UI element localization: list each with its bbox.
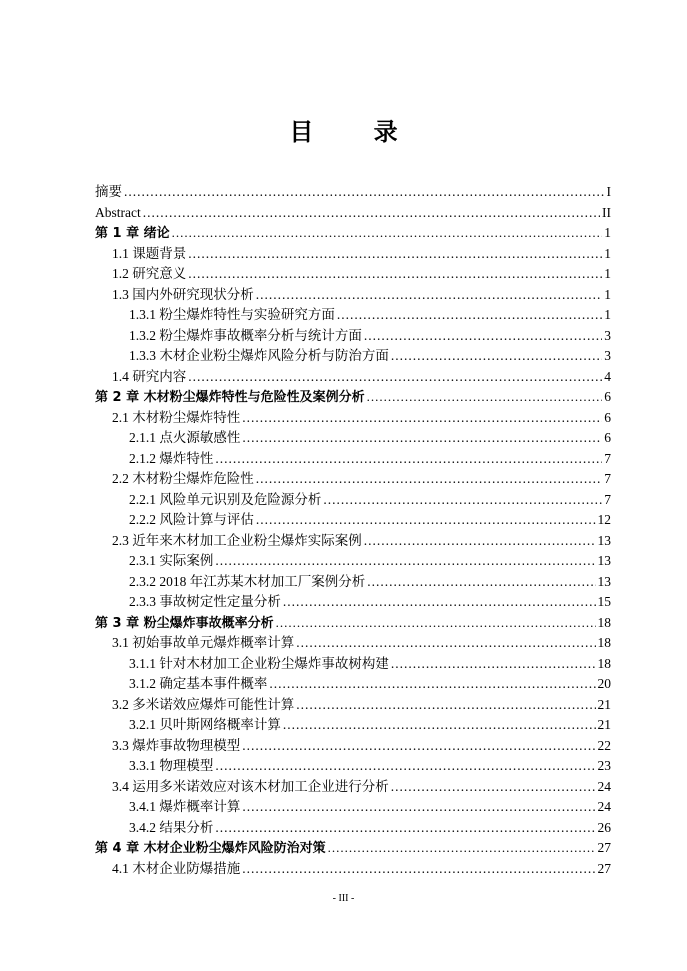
toc-dot-leader — [367, 387, 603, 408]
toc-entry-page-number: 18 — [597, 614, 611, 630]
toc-entry[interactable] — [95, 244, 611, 265]
toc-entry[interactable] — [95, 777, 611, 798]
toc-entry-page-number: 24 — [597, 799, 611, 814]
toc-entry-label: 2.1.2 爆炸特性 — [129, 450, 214, 466]
toc-dot-leader — [242, 859, 595, 880]
toc-entry-label: Abstract — [95, 204, 141, 220]
toc-dot-leader — [391, 777, 596, 798]
toc-entry-page-number: 1 — [604, 286, 611, 302]
toc-entry-page-number: 27 — [597, 840, 611, 855]
toc-entry-label: 2.1.1 点火源敏感性 — [129, 430, 241, 445]
toc-entry[interactable] — [95, 408, 611, 429]
toc-entry-page-number: 21 — [597, 696, 611, 712]
toc-dot-leader — [124, 182, 605, 203]
toc-entry-page-number: 15 — [597, 594, 611, 609]
toc-entry-label: 2.3.3 事故树定性定量分析 — [129, 594, 281, 609]
toc-dot-leader — [364, 326, 602, 347]
toc-entry[interactable] — [95, 613, 611, 634]
toc-entry-label: 摘要 — [95, 184, 122, 199]
toc-entry[interactable] — [95, 531, 611, 552]
toc-entry-label: 2.3.2 2018 年江苏某木材加工厂案例分析 — [129, 573, 366, 589]
toc-entry-label: 3.4.2 结果分析 — [129, 819, 214, 835]
toc-entry-page-number: 1 — [604, 245, 611, 261]
toc-dot-leader — [283, 592, 596, 613]
toc-dot-leader — [172, 223, 603, 244]
toc-entry-page-number: 1 — [604, 307, 611, 322]
toc-entry[interactable] — [95, 654, 611, 675]
toc-entry-page-number: 3 — [604, 327, 611, 343]
toc-entry[interactable] — [95, 510, 611, 531]
toc-entry-label: 第 3 章 粉尘爆炸事故概率分析 — [95, 615, 274, 631]
toc-entry-label: 1.1 课题背景 — [112, 245, 187, 261]
toc-entry-label: 第 1 章 绪论 — [95, 226, 170, 241]
toc-entry[interactable] — [95, 797, 611, 818]
toc-entry[interactable] — [95, 859, 611, 880]
toc-entry-page-number: 12 — [597, 512, 611, 527]
toc-dot-leader — [188, 367, 602, 388]
toc-entry-page-number: 7 — [604, 491, 611, 507]
toc-entry-label: 3.2 多米诺效应爆炸可能性计算 — [112, 696, 295, 712]
toc-entry[interactable] — [95, 264, 611, 285]
toc-entry-page-number: 22 — [597, 737, 611, 753]
toc-entry-page-number: 13 — [597, 573, 611, 589]
toc-dot-leader — [269, 674, 595, 695]
toc-entry[interactable] — [95, 387, 611, 408]
toc-dot-leader — [391, 654, 596, 675]
toc-entry[interactable] — [95, 428, 611, 449]
toc-entry-page-number: 20 — [597, 676, 611, 691]
toc-entry[interactable] — [95, 203, 611, 224]
toc-entry[interactable] — [95, 490, 611, 511]
toc-entry-page-number: II — [602, 204, 611, 220]
toc-entry[interactable] — [95, 756, 611, 777]
toc-entry-label: 2.1 木材粉尘爆炸特性 — [112, 409, 241, 425]
toc-dot-leader — [328, 838, 596, 859]
toc-entry-page-number: 6 — [604, 389, 611, 404]
toc-entry-label: 4.1 木材企业防爆措施 — [112, 860, 241, 876]
toc-dot-leader — [242, 797, 595, 818]
toc-entry[interactable] — [95, 326, 611, 347]
toc-entry-label: 第 2 章 木材粉尘爆炸特性与危险性及案例分析 — [95, 390, 365, 405]
toc-dot-leader — [337, 305, 602, 326]
toc-dot-leader — [143, 203, 600, 224]
toc-dot-leader — [276, 613, 596, 634]
toc-entry[interactable] — [95, 182, 611, 203]
toc-entry-label: 3.4.1 爆炸概率计算 — [129, 799, 241, 814]
toc-entry[interactable] — [95, 674, 611, 695]
toc-entry-page-number: 13 — [597, 532, 611, 548]
toc-entry-label: 3.4 运用多米诺效应对该木材加工企业进行分析 — [112, 778, 389, 794]
toc-dot-leader — [215, 449, 602, 470]
toc-entry-label: 1.3.3 木材企业粉尘爆炸风险分析与防治方面 — [129, 348, 389, 363]
toc-entry-label: 1.3.1 粉尘爆炸特性与实验研究方面 — [129, 307, 335, 322]
toc-dot-leader — [364, 531, 596, 552]
toc-entry[interactable] — [95, 818, 611, 839]
toc-entry[interactable] — [95, 346, 611, 367]
toc-dot-leader — [256, 510, 596, 531]
toc-entry-label: 3.3.1 物理模型 — [129, 758, 214, 773]
toc-entry[interactable] — [95, 592, 611, 613]
toc-entry-label: 3.3 爆炸事故物理模型 — [112, 737, 241, 753]
toc-entry-label: 1.3 国内外研究现状分析 — [112, 286, 254, 302]
toc-entry-page-number: I — [606, 184, 611, 199]
toc-entry-page-number: 1 — [604, 266, 611, 281]
toc-entry-page-number: 6 — [604, 430, 611, 445]
toc-entry[interactable] — [95, 449, 611, 470]
toc-entry[interactable] — [95, 838, 611, 859]
toc-entry-page-number: 7 — [604, 471, 611, 486]
toc-entry-page-number: 18 — [597, 655, 611, 671]
toc-dot-leader — [215, 551, 595, 572]
toc-entry[interactable] — [95, 285, 611, 306]
toc-entry-label: 2.2.2 风险计算与评估 — [129, 512, 254, 527]
toc-dot-leader — [323, 490, 602, 511]
toc-entry-label: 2.2.1 风险单元识别及危险源分析 — [129, 491, 322, 507]
toc-entry-page-number: 23 — [597, 758, 611, 773]
toc-dot-leader — [242, 736, 595, 757]
toc-dot-leader — [256, 469, 603, 490]
toc-entry[interactable] — [95, 715, 611, 736]
toc-entry-label: 1.3.2 粉尘爆炸事故概率分析与统计方面 — [129, 327, 362, 343]
toc-entry[interactable] — [95, 305, 611, 326]
toc-dot-leader — [242, 408, 602, 429]
page-number-footer: - III - — [332, 893, 355, 904]
page-title: 目 录 — [289, 118, 424, 146]
toc-entry-label: 3.1.1 针对木材加工企业粉尘爆炸事故树构建 — [129, 655, 389, 671]
toc-entry[interactable] — [95, 736, 611, 757]
toc-dot-leader — [296, 695, 595, 716]
toc-entry-page-number: 4 — [604, 368, 611, 384]
toc-dot-leader — [391, 346, 602, 367]
toc-dot-leader — [283, 715, 596, 736]
toc-entry-label: 第 4 章 木材企业粉尘爆炸风险防治对策 — [95, 841, 326, 856]
toc-dot-leader — [367, 572, 595, 593]
toc-entry-page-number: 26 — [597, 819, 611, 835]
toc-entry-page-number: 18 — [597, 635, 611, 650]
toc-entry-page-number: 21 — [597, 717, 611, 732]
toc-entry-page-number: 7 — [604, 450, 611, 466]
toc-entry[interactable] — [95, 695, 611, 716]
toc-entry[interactable] — [95, 633, 611, 654]
toc-entry-page-number: 27 — [597, 860, 611, 876]
toc-dot-leader — [256, 285, 603, 306]
toc-entry-label: 3.2.1 贝叶斯网络概率计算 — [129, 717, 281, 732]
toc-entry-label: 2.3 近年来木材加工企业粉尘爆炸实际案例 — [112, 532, 362, 548]
toc-dot-leader — [215, 818, 595, 839]
toc-entry-label: 2.3.1 实际案例 — [129, 553, 214, 568]
toc-entry-label: 3.1 初始事故单元爆炸概率计算 — [112, 635, 295, 650]
toc-entry-label: 3.1.2 确定基本事件概率 — [129, 676, 268, 691]
toc-entry[interactable] — [95, 223, 611, 244]
toc-entry[interactable] — [95, 367, 611, 388]
toc-dot-leader — [215, 756, 595, 777]
toc-entry[interactable] — [95, 572, 611, 593]
toc-entry-page-number: 1 — [604, 225, 611, 240]
toc-entry-page-number: 13 — [597, 553, 611, 568]
toc-dot-leader — [188, 244, 602, 265]
toc-entry-page-number: 6 — [604, 409, 611, 425]
toc-entry-page-number: 3 — [604, 348, 611, 363]
toc-entry-label: 1.4 研究内容 — [112, 368, 187, 384]
table-of-contents — [95, 182, 611, 879]
toc-entry[interactable] — [95, 469, 611, 490]
toc-entry-label: 1.2 研究意义 — [112, 266, 187, 281]
toc-entry-label: 2.2 木材粉尘爆炸危险性 — [112, 471, 254, 486]
toc-entry-page-number: 24 — [597, 778, 611, 794]
toc-entry[interactable] — [95, 551, 611, 572]
toc-dot-leader — [242, 428, 602, 449]
toc-dot-leader — [296, 633, 595, 654]
toc-dot-leader — [188, 264, 602, 285]
